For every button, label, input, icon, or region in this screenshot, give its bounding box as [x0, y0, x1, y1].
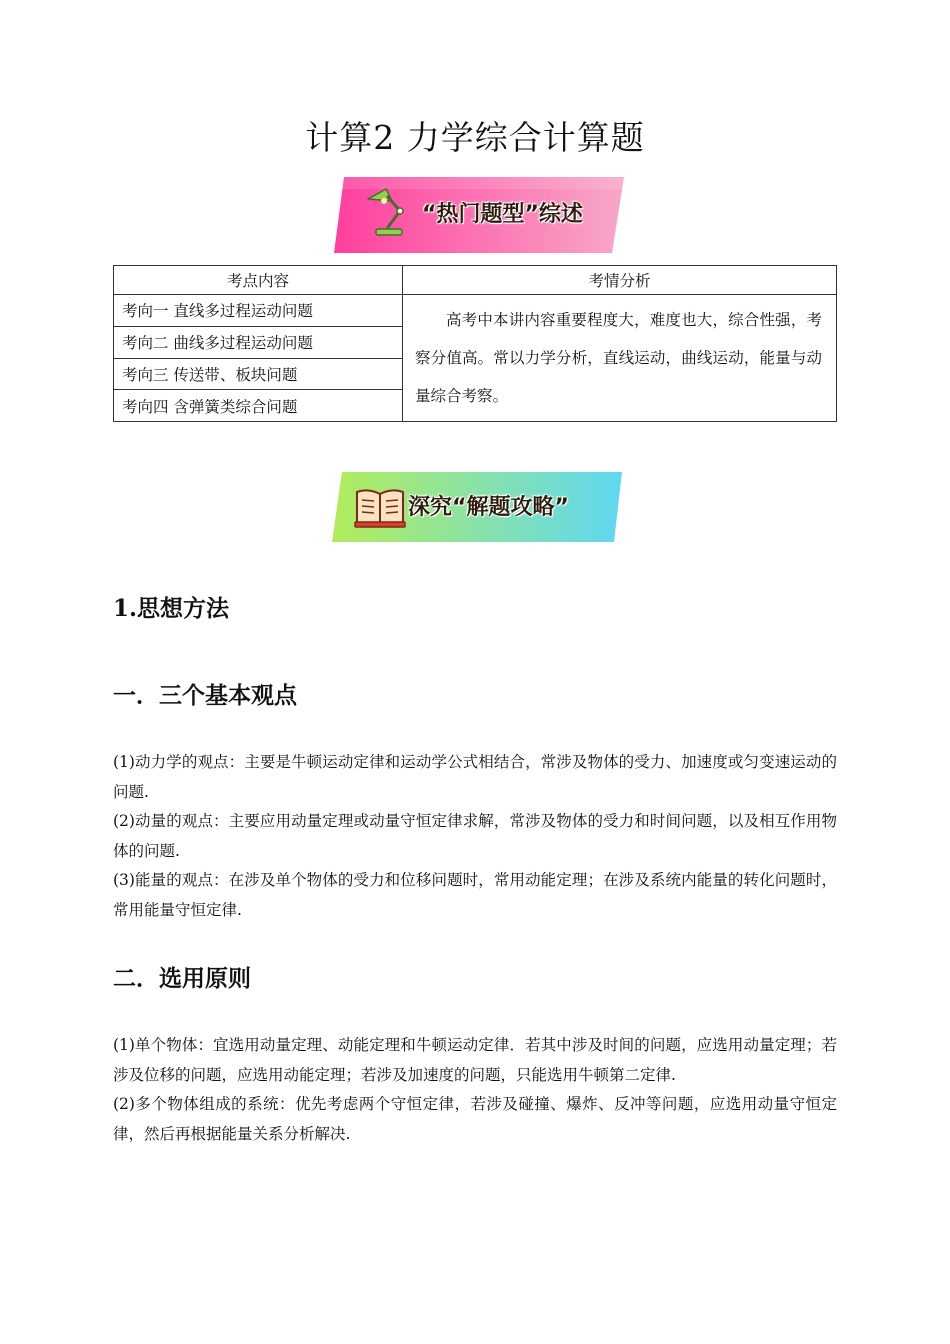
topic-cell: 考向二 曲线多过程运动问题	[114, 326, 403, 358]
paragraph-momentum: (2)动量的观点：主要应用动量定理或动量守恒定律求解，常涉及物体的受力和时间问题，以及相互作用物体的问题.	[113, 812, 837, 860]
paragraph-system: (2)多个物体组成的系统：优先考虑两个守恒定律，若涉及碰撞、爆炸、反冲等问题，应选用动量守恒定律，然后再根据能量关系分析解决.	[113, 1095, 837, 1143]
section-heading-three-viewpoints: 一．三个基本观点	[113, 682, 297, 709]
paragraph-energy: (3)能量的观点：在涉及单个物体的受力和位移问题时，常用动能定理；在涉及系统内能量的转化问题时，常用能量守恒定律.	[113, 871, 837, 919]
table-header-row	[114, 266, 837, 295]
section-heading-methods: 1.思想方法	[113, 595, 230, 622]
strategy-banner	[330, 470, 626, 550]
desk-lamp-icon	[362, 185, 410, 245]
table-row	[114, 295, 837, 327]
page-title: 计算2 力学综合计算题	[305, 118, 645, 157]
paragraph-principles	[113, 1031, 837, 1149]
analysis-cell: 高考中本讲内容重要程度大，难度也大，综合性强，考察分值高。常以力学分析，直线运动，曲线运动，能量与动量综合考察。	[403, 295, 837, 422]
paragraph-dynamics: (1)动力学的观点：主要是牛顿运动定律和运动学公式相结合，常涉及物体的受力、加速度或匀变速运动的问题.	[113, 753, 837, 801]
topic-cell: 考向四 含弹簧类综合问题	[114, 390, 403, 422]
table-header-analysis: 考情分析	[403, 266, 837, 295]
topic-cell: 考向三 传送带、板块问题	[114, 358, 403, 390]
overview-table	[113, 265, 837, 422]
paragraph-viewpoints	[113, 748, 837, 925]
hot-topics-banner	[330, 175, 626, 255]
strategy-banner-text: 深究“解题攻略”	[408, 495, 569, 520]
table-header-topics: 考点内容	[114, 266, 403, 295]
hot-topics-banner-text: “热门题型”综述	[422, 202, 583, 227]
paragraph-single-object: (1)单个物体：宜选用动量定理、动能定理和牛顿运动定律．若其中涉及时间的问题，应选用动量定理；若涉及位移的问题，应选用动能定理；若涉及加速度的问题，只能选用牛顿第二定律.	[113, 1036, 837, 1084]
section-heading-selection-principles: 二．选用原则	[113, 965, 251, 992]
topic-cell: 考向一 直线多过程运动问题	[114, 295, 403, 327]
open-book-icon	[354, 486, 406, 530]
